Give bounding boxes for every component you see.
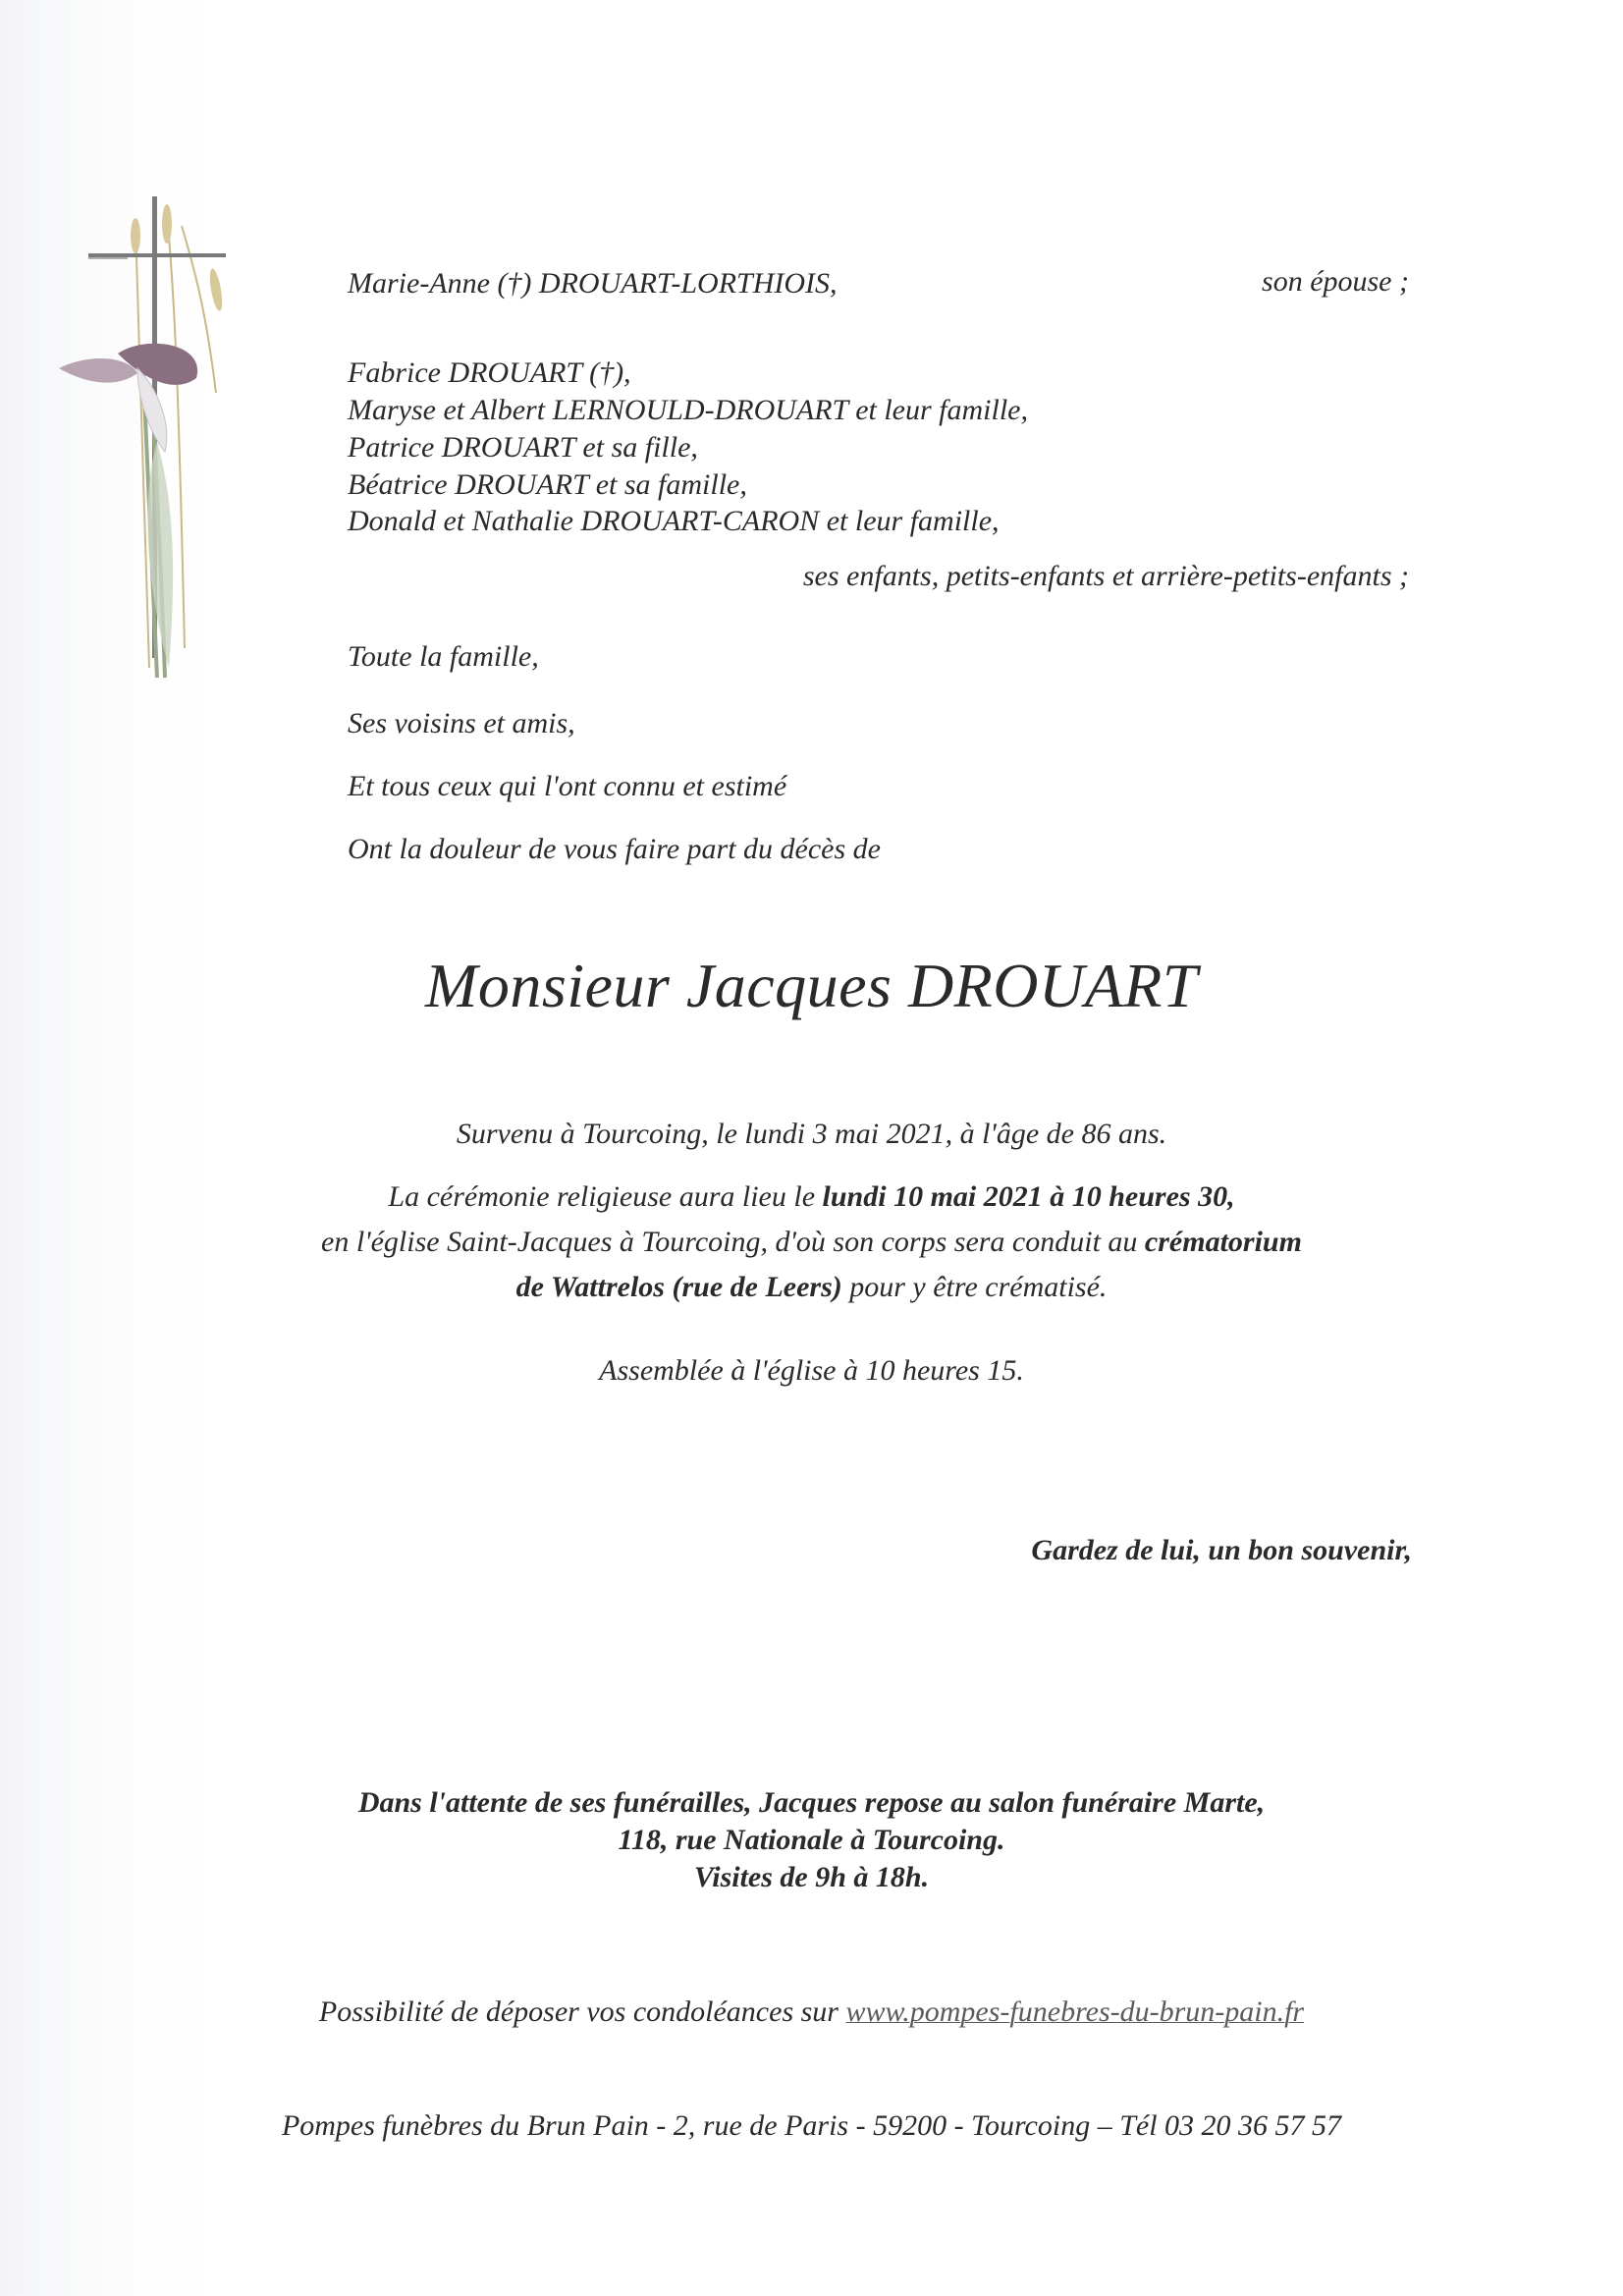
child-line: Béatrice DROUART et sa famille, bbox=[348, 468, 747, 501]
visitation-line-1: Dans l'attente de ses funérailles, Jacques repose au salon funéraire Marte, bbox=[357, 1786, 1266, 1819]
child-line: Patrice DROUART et sa fille, bbox=[348, 431, 698, 464]
spouse-name: Marie-Anne (†) DROUART-LORTHIOIS, bbox=[348, 267, 838, 300]
child-line: Fabrice DROUART (†), bbox=[348, 356, 631, 389]
deceased-name: Monsieur Jacques DROUART bbox=[425, 951, 1198, 1020]
condolences-text: Possibilité de déposer vos condoléances sur bbox=[318, 1995, 846, 2028]
visitation-line-3: Visites de 9h à 18h. bbox=[693, 1861, 930, 1893]
assembly-details: Assemblée à l'église à 10 heures 15. bbox=[599, 1354, 1024, 1387]
death-details: Survenu à Tourcoing, le lundi 3 mai 2021, à l'âge de 86 ans. bbox=[456, 1118, 1167, 1150]
cremation-text: pour y être crématisé. bbox=[841, 1271, 1108, 1303]
visitation-line-2: 118, rue Nationale à Tourcoing. bbox=[618, 1824, 1005, 1856]
ceremony-line-2 bbox=[0, 1224, 1623, 1261]
funeral-home-footer: Pompes funèbres du Brun Pain - 2, rue de Paris - 59200 - Tourcoing – Tél 03 20 36 57 57 bbox=[281, 2109, 1342, 2142]
announcement-line: Ont la douleur de vous faire part du décès de bbox=[348, 833, 881, 865]
friends-line: Ses voisins et amis, bbox=[348, 707, 575, 739]
cross-lily-ornament-icon bbox=[59, 196, 245, 687]
spouse-role: son épouse ; bbox=[1262, 265, 1409, 298]
ceremony-text: La cérémonie religieuse aura lieu le bbox=[388, 1180, 823, 1213]
ceremony-line-1 bbox=[0, 1178, 1623, 1216]
leaf-icon bbox=[147, 442, 173, 668]
church-text: en l'église Saint-Jacques à Tourcoing, d'où son corps sera conduit au bbox=[321, 1226, 1145, 1258]
family-line: Toute la famille, bbox=[348, 640, 539, 673]
condolences-link[interactable]: www.pompes-funebres-du-brun-pain.fr bbox=[845, 1995, 1305, 2028]
crematorium-location: de Wattrelos (rue de Leers) bbox=[515, 1271, 842, 1303]
child-line: Maryse et Albert LERNOULD-DROUART et leur famille, bbox=[348, 394, 1028, 426]
crematorium-text: crématorium bbox=[1144, 1226, 1302, 1258]
children-role: ses enfants, petits-enfants et arrière-petits-enfants ; bbox=[802, 560, 1409, 592]
child-line: Donald et Nathalie DROUART-CARON et leur famille, bbox=[348, 505, 1000, 537]
ceremony-line-3 bbox=[0, 1269, 1623, 1306]
ceremony-date: lundi 10 mai 2021 à 10 heures 30, bbox=[822, 1180, 1235, 1213]
closing-line: Gardez de lui, un bon souvenir, bbox=[1031, 1534, 1412, 1566]
condolences-line bbox=[0, 1994, 1623, 2031]
calla-lily-icon bbox=[59, 344, 197, 452]
acquaintances-line: Et tous ceux qui l'ont connu et estimé bbox=[348, 770, 787, 802]
